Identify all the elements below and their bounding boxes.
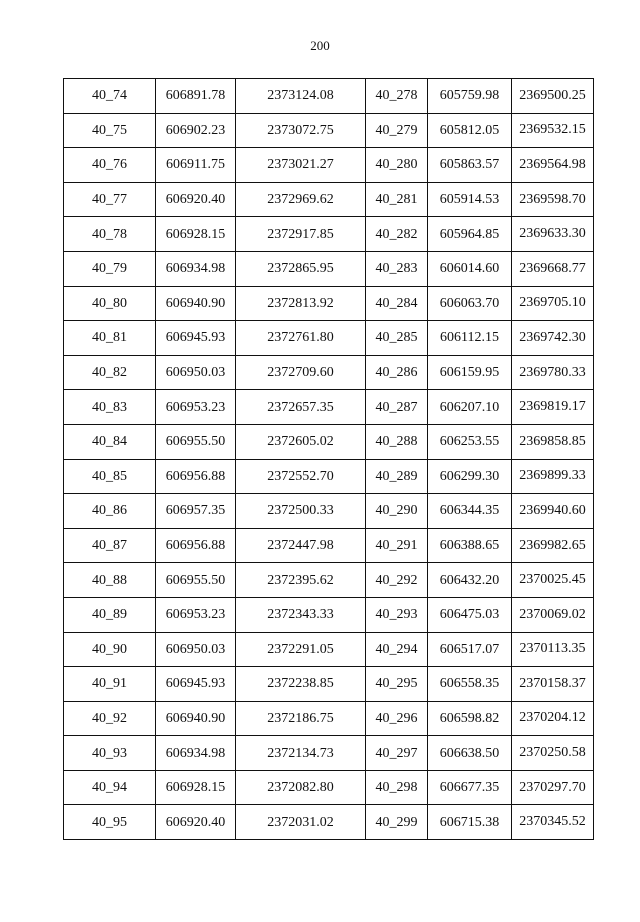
cell-x-right: 605863.57 [428, 148, 512, 183]
table-row [64, 148, 594, 183]
cell-point-id-right: 40_287 [366, 390, 428, 425]
cell-x-left: 606920.40 [156, 182, 236, 217]
cell-y-right: 2369500.25 [512, 79, 594, 114]
cell-x-left: 606957.35 [156, 494, 236, 529]
page-number: 200 [310, 38, 330, 53]
table-row [64, 286, 594, 321]
cell-y-right: 2369598.70 [512, 182, 594, 217]
cell-point-id-right: 40_282 [366, 217, 428, 252]
cell-point-id-left: 40_78 [64, 217, 156, 252]
cell-x-left: 606902.23 [156, 113, 236, 148]
cell-x-right: 605914.53 [428, 182, 512, 217]
cell-y-right: 2370158.37 [512, 667, 594, 702]
table-row [64, 494, 594, 529]
cell-y-right: 2369633.30 [512, 217, 594, 252]
cell-y-left: 2372291.05 [236, 632, 366, 667]
cell-x-right: 606388.65 [428, 528, 512, 563]
cell-x-right: 606432.20 [428, 563, 512, 598]
table-row [64, 217, 594, 252]
cell-x-right: 606558.35 [428, 667, 512, 702]
table-row [64, 736, 594, 771]
cell-y-right: 2370069.02 [512, 597, 594, 632]
cell-point-id-left: 40_74 [64, 79, 156, 114]
cell-point-id-right: 40_289 [366, 459, 428, 494]
cell-point-id-left: 40_89 [64, 597, 156, 632]
table-row [64, 182, 594, 217]
cell-y-left: 2372709.60 [236, 355, 366, 390]
cell-x-left: 606911.75 [156, 148, 236, 183]
cell-point-id-right: 40_281 [366, 182, 428, 217]
cell-y-right: 2369819.17 [512, 390, 594, 425]
cell-y-left: 2372500.33 [236, 494, 366, 529]
cell-x-right: 606112.15 [428, 321, 512, 356]
cell-y-left: 2372082.80 [236, 770, 366, 805]
table-row [64, 355, 594, 390]
cell-y-right: 2369858.85 [512, 424, 594, 459]
cell-point-id-right: 40_294 [366, 632, 428, 667]
table-row [64, 251, 594, 286]
cell-y-right: 2369705.10 [512, 286, 594, 321]
cell-x-right: 606715.38 [428, 805, 512, 840]
table-row [64, 770, 594, 805]
cell-y-right: 2369780.33 [512, 355, 594, 390]
cell-y-left: 2372865.95 [236, 251, 366, 286]
cell-y-right: 2370250.58 [512, 736, 594, 771]
cell-y-left: 2372343.33 [236, 597, 366, 632]
cell-point-id-right: 40_298 [366, 770, 428, 805]
cell-point-id-right: 40_297 [366, 736, 428, 771]
cell-x-right: 606063.70 [428, 286, 512, 321]
table-row [64, 597, 594, 632]
cell-x-left: 606928.15 [156, 770, 236, 805]
cell-x-left: 606928.15 [156, 217, 236, 252]
cell-point-id-left: 40_88 [64, 563, 156, 598]
cell-y-right: 2370345.52 [512, 805, 594, 840]
table-row [64, 667, 594, 702]
cell-x-right: 605759.98 [428, 79, 512, 114]
cell-x-right: 606299.30 [428, 459, 512, 494]
cell-point-id-right: 40_290 [366, 494, 428, 529]
cell-point-id-left: 40_76 [64, 148, 156, 183]
cell-y-right: 2369940.60 [512, 494, 594, 529]
table-row [64, 424, 594, 459]
cell-point-id-right: 40_279 [366, 113, 428, 148]
cell-x-left: 606945.93 [156, 321, 236, 356]
cell-y-left: 2372186.75 [236, 701, 366, 736]
cell-x-right: 606677.35 [428, 770, 512, 805]
cell-x-left: 606940.90 [156, 701, 236, 736]
cell-x-left: 606945.93 [156, 667, 236, 702]
cell-x-left: 606955.50 [156, 563, 236, 598]
cell-y-left: 2372969.62 [236, 182, 366, 217]
table-row [64, 390, 594, 425]
cell-y-right: 2369742.30 [512, 321, 594, 356]
table-row [64, 632, 594, 667]
cell-x-left: 606953.23 [156, 597, 236, 632]
cell-point-id-right: 40_299 [366, 805, 428, 840]
cell-point-id-right: 40_278 [366, 79, 428, 114]
cell-x-left: 606956.88 [156, 528, 236, 563]
cell-point-id-right: 40_293 [366, 597, 428, 632]
cell-point-id-left: 40_86 [64, 494, 156, 529]
cell-x-right: 606253.55 [428, 424, 512, 459]
cell-y-left: 2372657.35 [236, 390, 366, 425]
cell-x-right: 606517.07 [428, 632, 512, 667]
cell-y-left: 2372813.92 [236, 286, 366, 321]
cell-point-id-left: 40_87 [64, 528, 156, 563]
cell-point-id-right: 40_286 [366, 355, 428, 390]
cell-point-id-right: 40_295 [366, 667, 428, 702]
cell-point-id-left: 40_81 [64, 321, 156, 356]
table-row [64, 321, 594, 356]
cell-x-left: 606940.90 [156, 286, 236, 321]
cell-y-right: 2370025.45 [512, 563, 594, 598]
cell-point-id-right: 40_280 [366, 148, 428, 183]
cell-point-id-left: 40_93 [64, 736, 156, 771]
table-row [64, 701, 594, 736]
table-row [64, 805, 594, 840]
cell-x-right: 606638.50 [428, 736, 512, 771]
cell-y-left: 2372605.02 [236, 424, 366, 459]
cell-x-left: 606934.98 [156, 736, 236, 771]
cell-point-id-left: 40_95 [64, 805, 156, 840]
cell-x-left: 606950.03 [156, 355, 236, 390]
cell-y-left: 2372447.98 [236, 528, 366, 563]
cell-y-right: 2370297.70 [512, 770, 594, 805]
cell-point-id-right: 40_285 [366, 321, 428, 356]
cell-x-right: 606598.82 [428, 701, 512, 736]
cell-x-right: 605812.05 [428, 113, 512, 148]
table-row [64, 528, 594, 563]
cell-point-id-left: 40_94 [64, 770, 156, 805]
cell-point-id-right: 40_288 [366, 424, 428, 459]
cell-point-id-left: 40_77 [64, 182, 156, 217]
cell-x-left: 606950.03 [156, 632, 236, 667]
cell-point-id-left: 40_84 [64, 424, 156, 459]
cell-point-id-right: 40_291 [366, 528, 428, 563]
cell-y-right: 2369532.15 [512, 113, 594, 148]
cell-x-left: 606891.78 [156, 79, 236, 114]
cell-point-id-left: 40_90 [64, 632, 156, 667]
coordinates-table [63, 78, 594, 840]
cell-x-left: 606956.88 [156, 459, 236, 494]
cell-point-id-right: 40_283 [366, 251, 428, 286]
cell-point-id-left: 40_79 [64, 251, 156, 286]
cell-point-id-right: 40_292 [366, 563, 428, 598]
cell-x-left: 606934.98 [156, 251, 236, 286]
table-row [64, 459, 594, 494]
cell-y-right: 2369982.65 [512, 528, 594, 563]
cell-y-left: 2372917.85 [236, 217, 366, 252]
cell-y-left: 2373021.27 [236, 148, 366, 183]
cell-y-right: 2370204.12 [512, 701, 594, 736]
cell-y-left: 2372395.62 [236, 563, 366, 598]
coordinates-table-body [64, 79, 594, 840]
cell-x-left: 606955.50 [156, 424, 236, 459]
cell-x-right: 606207.10 [428, 390, 512, 425]
cell-point-id-left: 40_92 [64, 701, 156, 736]
cell-x-right: 606014.60 [428, 251, 512, 286]
cell-y-left: 2372761.80 [236, 321, 366, 356]
cell-x-right: 606159.95 [428, 355, 512, 390]
cell-x-right: 605964.85 [428, 217, 512, 252]
cell-y-left: 2372238.85 [236, 667, 366, 702]
cell-y-left: 2373072.75 [236, 113, 366, 148]
cell-y-left: 2372031.02 [236, 805, 366, 840]
cell-x-left: 606920.40 [156, 805, 236, 840]
cell-point-id-left: 40_85 [64, 459, 156, 494]
table-row [64, 113, 594, 148]
cell-y-left: 2372134.73 [236, 736, 366, 771]
cell-x-left: 606953.23 [156, 390, 236, 425]
cell-y-left: 2372552.70 [236, 459, 366, 494]
table-row [64, 79, 594, 114]
cell-y-right: 2369564.98 [512, 148, 594, 183]
table-row [64, 563, 594, 598]
cell-point-id-left: 40_91 [64, 667, 156, 702]
cell-point-id-left: 40_82 [64, 355, 156, 390]
cell-point-id-right: 40_296 [366, 701, 428, 736]
cell-y-right: 2369668.77 [512, 251, 594, 286]
cell-point-id-left: 40_83 [64, 390, 156, 425]
cell-point-id-left: 40_80 [64, 286, 156, 321]
cell-point-id-left: 40_75 [64, 113, 156, 148]
cell-y-right: 2369899.33 [512, 459, 594, 494]
cell-x-right: 606475.03 [428, 597, 512, 632]
cell-y-right: 2370113.35 [512, 632, 594, 667]
cell-point-id-right: 40_284 [366, 286, 428, 321]
cell-x-right: 606344.35 [428, 494, 512, 529]
cell-y-left: 2373124.08 [236, 79, 366, 114]
